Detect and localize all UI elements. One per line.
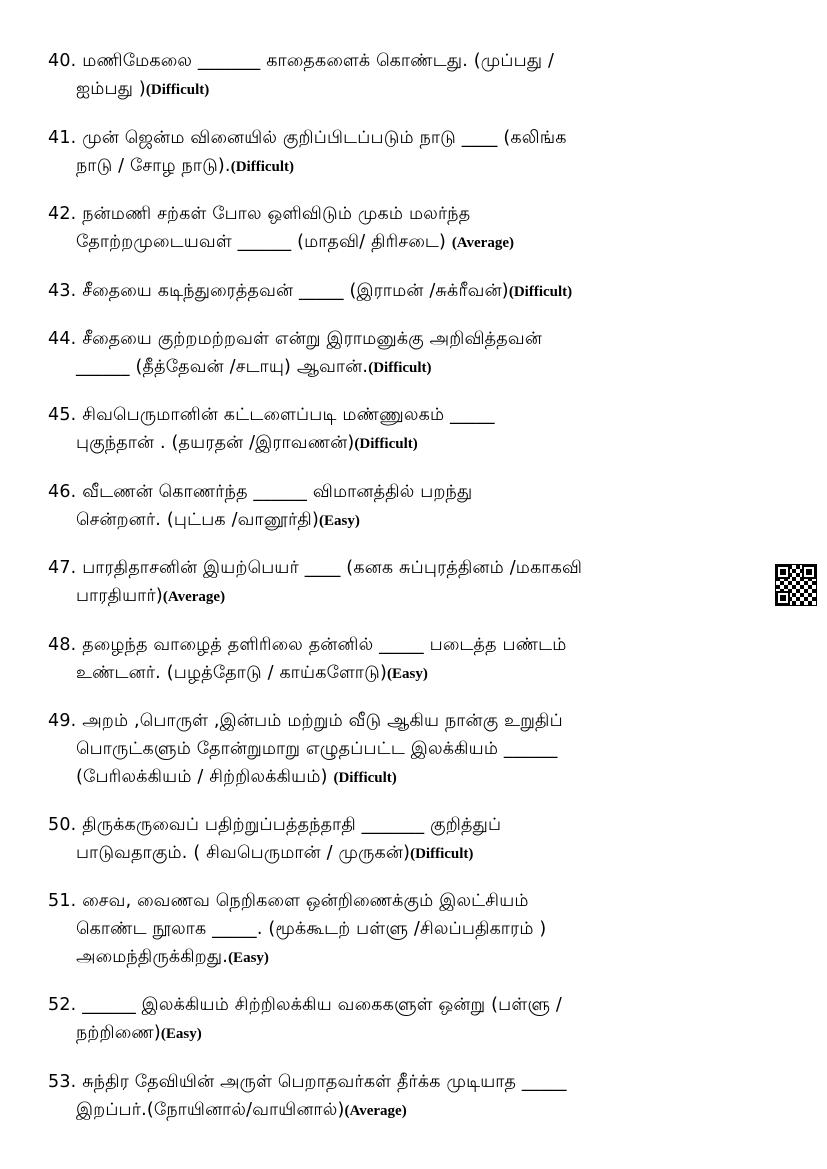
question-text: பொருட்களும் தோன்றுமாறு எழுதப்பட்ட இலக்கியம் ______ <box>76 739 558 759</box>
question-48 <box>48 631 776 687</box>
question-45 <box>48 401 776 457</box>
difficulty-label: (Difficult) <box>368 360 432 376</box>
difficulty-label: (Easy) <box>387 666 428 682</box>
question-40 <box>48 47 776 103</box>
question-text: 45. சிவபெருமானின் கட்டளைப்படி மண்ணுலகம் _____ <box>48 405 495 425</box>
question-text: ஐம்பது ) <box>76 79 146 99</box>
difficulty-label: (Easy) <box>160 1026 202 1042</box>
difficulty-label: (Difficult) <box>354 436 418 452</box>
question-53 <box>48 1068 776 1124</box>
question-text: 46. வீடணன் கொணர்ந்த ______ விமானத்தில் பறந்து <box>48 482 473 502</box>
difficulty-label: (Difficult) <box>333 770 397 786</box>
question-text: (பேரிலக்கியம் / சிற்றிலக்கியம்) <box>76 767 334 787</box>
question-text: நாடு / சோழ நாடு). <box>76 156 231 176</box>
question-42 <box>48 200 776 256</box>
question-text: 52. ______ இலக்கியம் சிற்றிலக்கிய வகைகளுள் ஒன்று (பள்ளு / <box>48 995 563 1015</box>
question-text: உண்டனர். (பழத்தோடு / காய்களோடு) <box>76 663 387 683</box>
question-text: 40. மணிமேகலை _______ காதைகளைக் கொண்டது. (முப்பது / <box>48 51 555 71</box>
question-47 <box>48 554 776 610</box>
question-text: நற்றிணை) <box>76 1023 161 1043</box>
question-text: ______ (தீத்தேவன் /சடாயு) ஆவான். <box>76 357 369 377</box>
question-text: 41. முன் ஜென்ம வினையில் குறிப்பிடப்படும் நாடு ____ (கலிங்க <box>48 128 567 148</box>
difficulty-label: (Average) <box>344 1103 407 1119</box>
difficulty-label: (Difficult) <box>410 846 474 862</box>
difficulty-label: (Average) <box>162 589 226 605</box>
question-50 <box>48 811 776 867</box>
difficulty-label: (Easy) <box>319 513 360 529</box>
question-51 <box>48 887 776 971</box>
question-text: 53. சுந்திர தேவியின் அருள் பெறாதவர்கள் தீர்க்க முடியாத _____ <box>48 1072 567 1092</box>
question-text: அமைந்திருக்கிறது. <box>76 947 229 967</box>
question-52 <box>48 991 776 1047</box>
question-44 <box>48 325 776 381</box>
question-text: 51. சைவ, வைணவ நெறிகளை ஒன்றிணைக்கும் இலட்சியம் <box>48 891 529 911</box>
difficulty-label: (Easy) <box>228 950 269 966</box>
question-text: இறப்பர்.(நோயினால்/வாயினால்) <box>76 1100 345 1120</box>
question-text: சென்றனர். (புட்பக /வானூர்தி) <box>76 510 319 530</box>
difficulty-label: (Difficult) <box>508 284 573 300</box>
question-text: பாரதியார்) <box>76 586 163 606</box>
difficulty-label: (Difficult) <box>230 159 295 175</box>
question-text: 47. பாரதிதாசனின் இயற்பெயர் ____ (கனக சுப்புரத்தினம் /மகாகவி <box>48 558 583 578</box>
question-text: 43. சீதையை கடிந்துரைத்தவன் _____ (இராமன் /சுக்ரீவன்) <box>48 281 509 301</box>
question-text: புகுந்தான் . (தயரதன் /இராவணன்) <box>76 433 355 453</box>
difficulty-label: (Difficult) <box>145 82 210 98</box>
question-text: 44. சீதையை குற்றமற்றவள் என்று இராமனுக்கு அறிவித்தவன் <box>48 329 542 349</box>
question-text: கொண்ட நூலாக _____. (மூக்கூடற் பள்ளு /சிலப்பதிகாரம் ) <box>76 919 547 939</box>
question-text: 48. தழைந்த வாழைத் தளிரிலை தன்னில் _____ படைத்த பண்டம் <box>48 635 567 655</box>
question-text: 42. நன்மணி சற்கள் போல ஒளிவிடும் முகம் மலர்ந்த <box>48 204 471 224</box>
question-41 <box>48 124 776 180</box>
question-text: தோற்றமுடையவள் ______ (மாதவி/ திரிசடை) <box>76 232 452 252</box>
qr-code-icon[interactable] <box>776 565 816 605</box>
question-text: பாடுவதாகும். ( சிவபெருமான் / முருகன்) <box>76 843 411 863</box>
question-text: 49. அறம் ,பொருள் ,இன்பம் மற்றும் வீடு ஆகிய நான்கு உறுதிப் <box>48 711 563 731</box>
question-49 <box>48 707 776 791</box>
question-43 <box>48 277 776 305</box>
difficulty-label: (Average) <box>451 235 514 251</box>
question-text: 50. திருக்கருவைப் பதிற்றுப்பத்தந்தாதி _______ குறித்துப் <box>48 815 502 835</box>
question-46 <box>48 478 776 534</box>
